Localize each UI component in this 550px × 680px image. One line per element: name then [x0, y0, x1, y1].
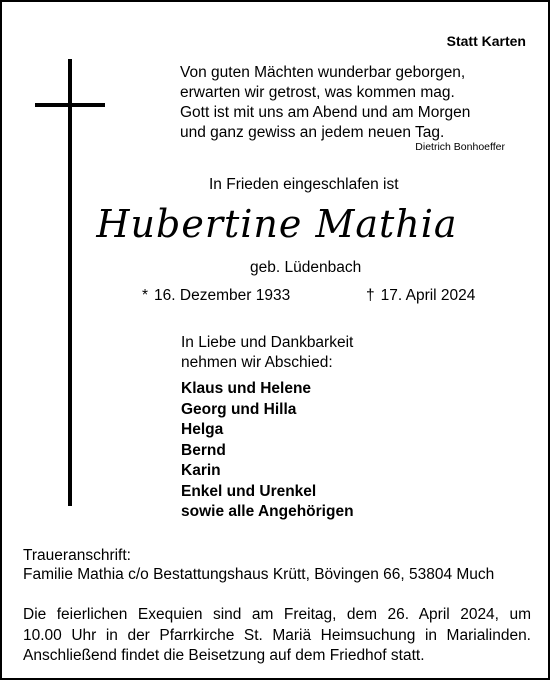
poem-author: Dietrich Bonhoeffer: [415, 141, 505, 153]
maiden-name: geb. Lüdenbach: [250, 259, 362, 276]
mourner: Helga: [181, 421, 224, 438]
mourning-address-label: Traueranschrift:: [23, 547, 131, 564]
deceased-name: Hubertine Mathia: [96, 202, 458, 246]
funeral-line: Anschließend findet die Beisetzung auf dem Friedhof statt.: [23, 647, 425, 664]
funeral-info: [23, 605, 531, 667]
death-date: 17. April 2024: [380, 287, 476, 304]
mourner: sowie alle Angehörigen: [181, 503, 354, 520]
funeral-line: 10.00 Uhr in der Pfarrkirche St. Mariä Heimsuchung in Marialinden.: [23, 626, 531, 644]
poem-line: Von guten Mächten wunderbar geborgen,: [180, 64, 466, 81]
intro-text: In Frieden eingeschlafen ist: [209, 176, 399, 193]
poem-line: erwarten wir getrost, was kommen mag.: [180, 84, 455, 101]
poem-line: und ganz gewiss an jedem neuen Tag.: [180, 124, 445, 141]
cross-icon-vertical: [68, 59, 72, 506]
poem: [180, 63, 470, 143]
mourners-list: [181, 379, 354, 523]
poem-line: Gott ist mit uns am Abend und am Morgen: [180, 104, 471, 121]
farewell-line: nehmen wir Abschied:: [181, 354, 333, 371]
birth-date-line: [142, 287, 290, 305]
funeral-line: Die feierlichen Exequien sind am Freitag, dem 26. April 2024, um: [23, 606, 531, 623]
mourner: Klaus und Helene: [181, 380, 312, 397]
birth-star-icon: *: [142, 287, 149, 304]
header-note: Statt Karten: [446, 33, 526, 49]
farewell-text: [181, 333, 353, 373]
cross-icon-horizontal: [35, 103, 105, 107]
death-date-line: [366, 287, 475, 305]
mourning-address: Familie Mathia c/o Bestattungshaus Krütt, Bövingen 66, 53804 Much: [23, 566, 495, 583]
farewell-line: In Liebe und Dankbarkeit: [181, 334, 354, 351]
birth-date: 16. Dezember 1933: [154, 287, 291, 304]
mourner: Bernd: [181, 441, 226, 459]
death-cross-icon: †: [366, 287, 375, 304]
mourner: Georg und Hilla: [181, 400, 297, 418]
mourner: Enkel und Urenkel: [181, 482, 317, 500]
mourner: Karin: [181, 462, 221, 479]
